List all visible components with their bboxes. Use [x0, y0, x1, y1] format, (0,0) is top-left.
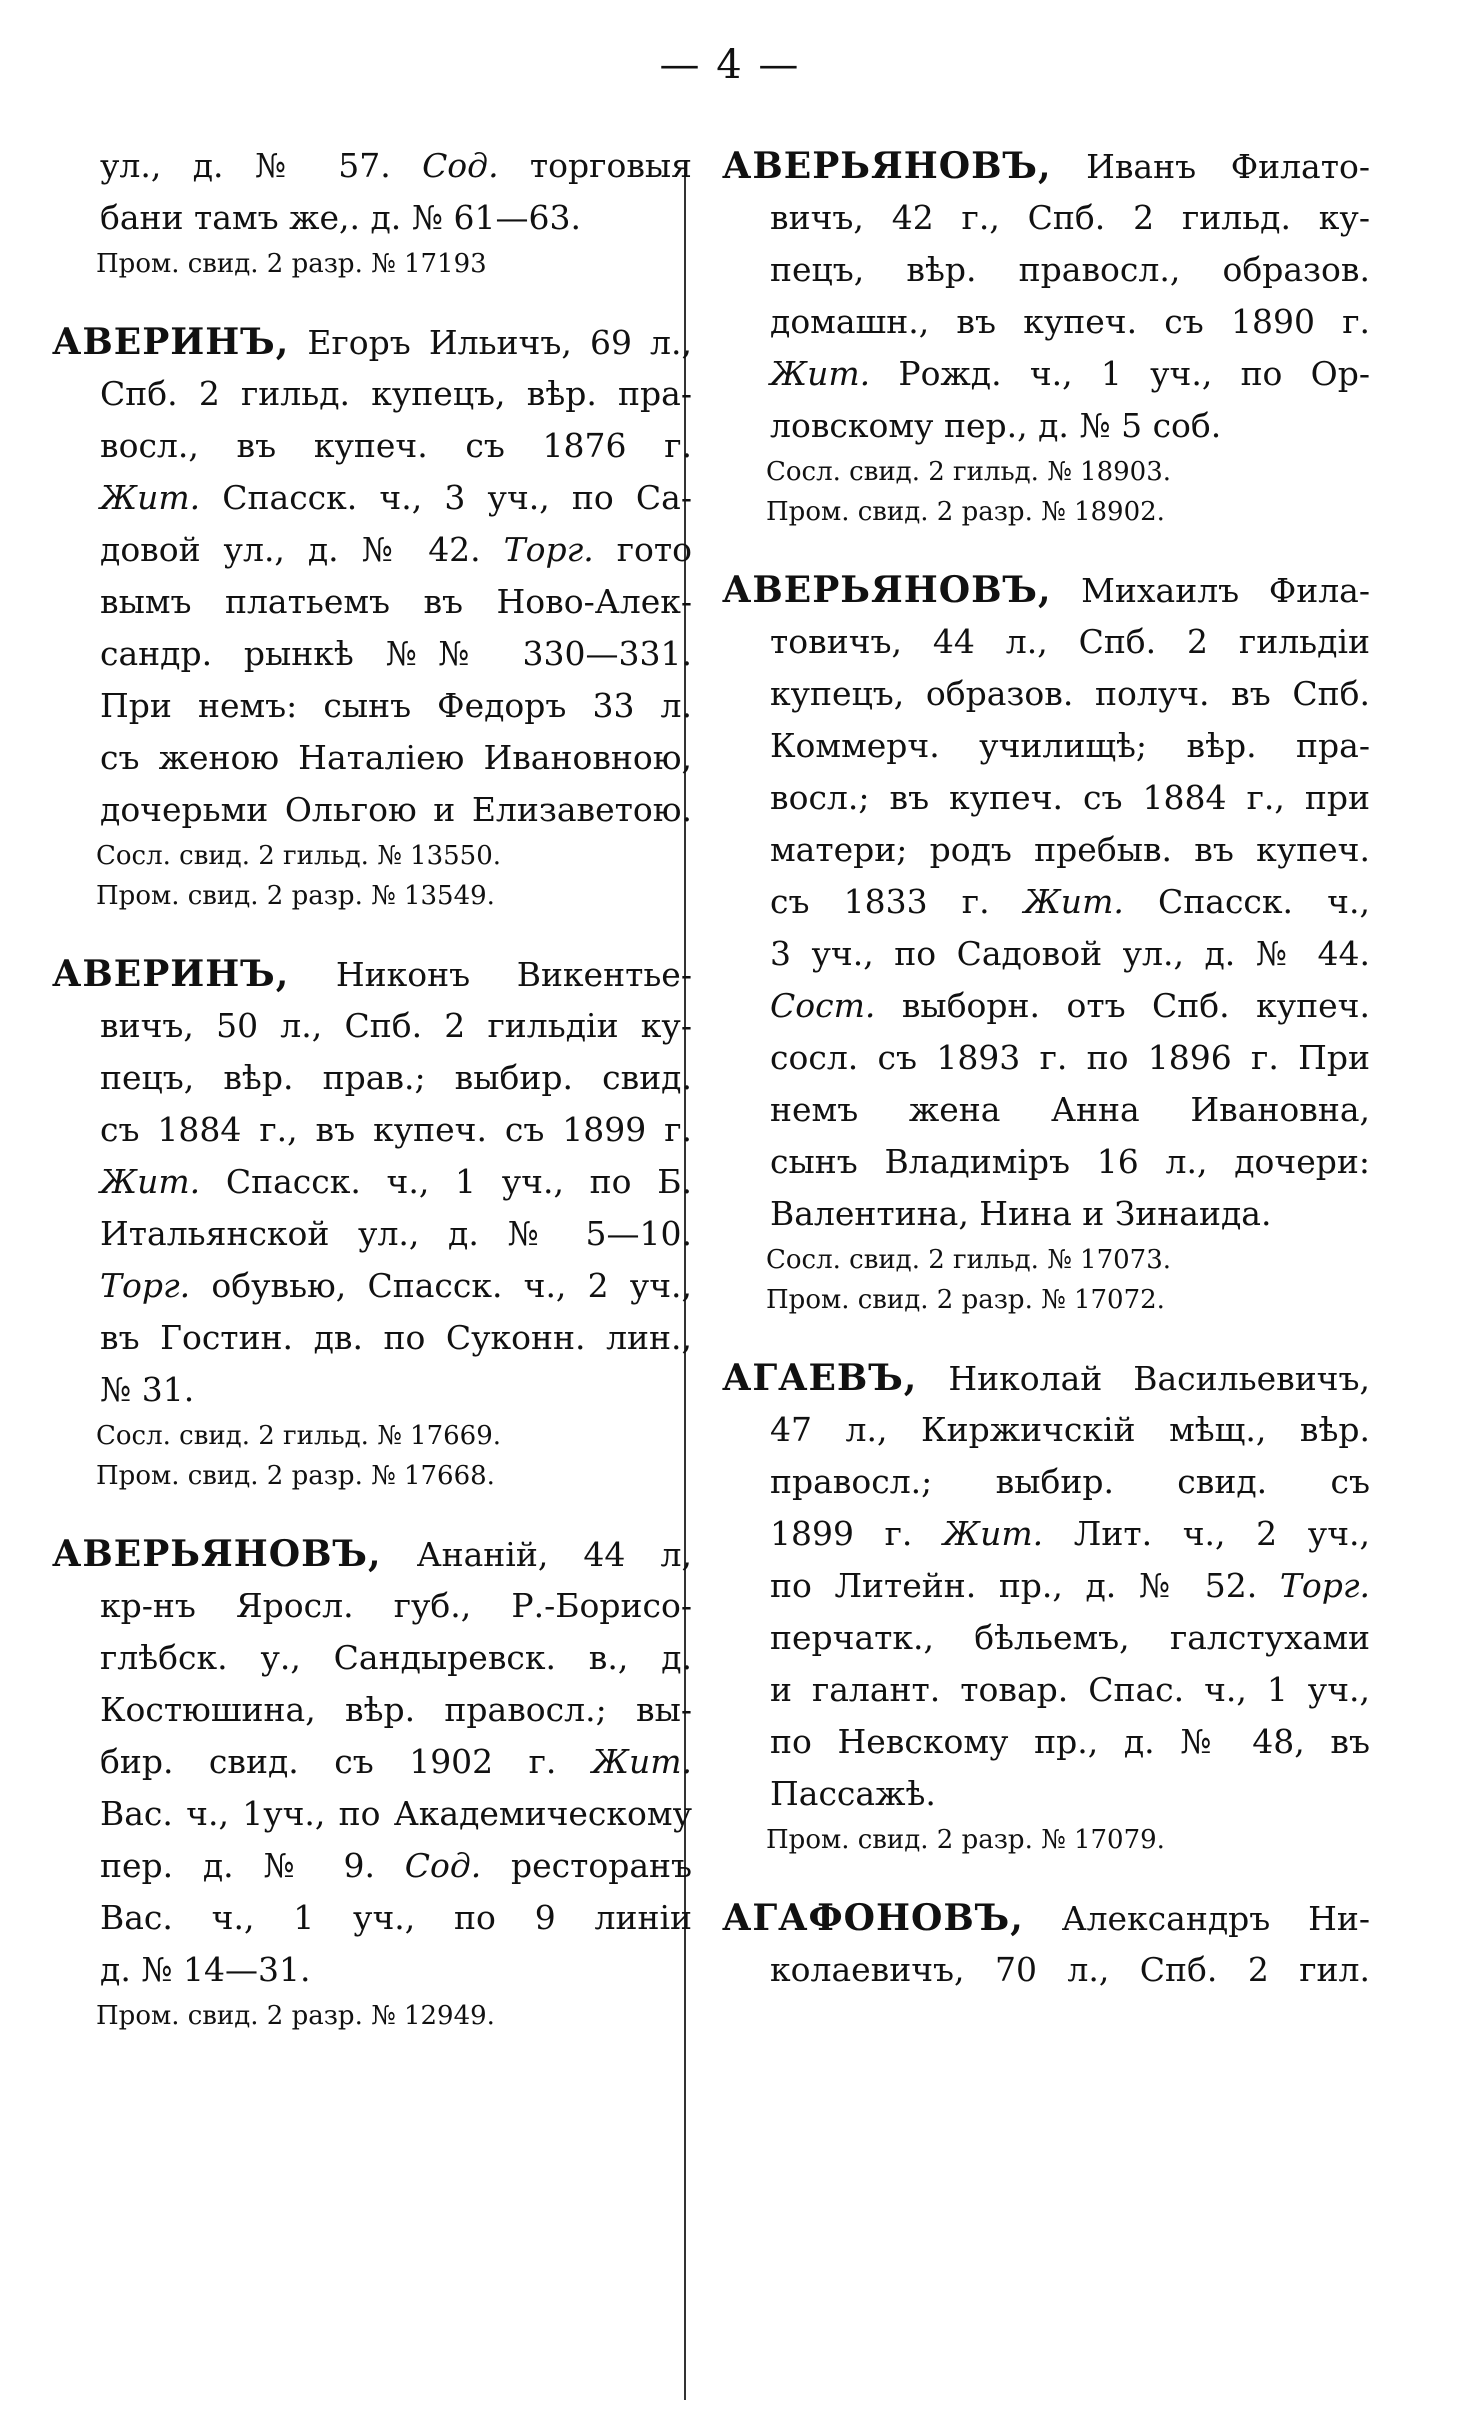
- entry-surname: АВЕРЬЯНОВЪ,: [722, 145, 1052, 187]
- entry-surname: АВЕРЬЯНОВЪ,: [722, 569, 1052, 611]
- entry-line: АВЕРЬЯНОВЪ, Иванъ Филато-: [722, 145, 1370, 187]
- entry-line: перчатк., бѣльемъ, галстухами: [770, 1618, 1370, 1657]
- entry-line: ул., д. № 57. Сод. торговыя: [100, 146, 692, 185]
- entry-averyanov-mikhail: [722, 564, 1370, 1320]
- entry-line: Коммерч. училищѣ; вѣр. пра-: [770, 726, 1370, 765]
- entry-line: АВЕРИНЪ, Егоръ Ильичъ, 69 л.,: [52, 321, 692, 363]
- entry-line: сосл. съ 1893 г. по 1896 г. При: [770, 1038, 1370, 1077]
- certificate-line: Сосл. свид. 2 гильд. № 17073.: [766, 1245, 1172, 1275]
- entry-continuation: [52, 140, 692, 284]
- entry-line: 47 л., Киржичскій мѣщ., вѣр.: [770, 1410, 1370, 1449]
- right-column: [722, 140, 1370, 2028]
- entry-line: дочерьми Ольгою и Елизаветою.: [100, 790, 692, 829]
- entry-line: Жит. Рожд. ч., 1 уч., по Ор-: [770, 354, 1370, 393]
- certificate-line: Пром. свид. 2 разр. № 13549.: [96, 881, 495, 911]
- entry-line: При немъ: сынъ Федоръ 33 л.: [100, 686, 692, 725]
- entry-line: восл., въ купеч. съ 1876 г.: [100, 426, 692, 465]
- entry-surname: АВЕРИНЪ,: [52, 321, 290, 363]
- entry-line: Сост. выборн. отъ Спб. купеч.: [770, 986, 1370, 1025]
- entry-line: пецъ, вѣр. правосл., образов.: [770, 250, 1370, 289]
- entry-line: АГАЕВЪ, Николай Васильевичъ,: [722, 1357, 1370, 1399]
- entry-line: вичъ, 50 л., Спб. 2 гильдіи ку-: [100, 1006, 692, 1045]
- entry-line: кр-нъ Яросл. губ., Р.-Борисо-: [100, 1586, 692, 1625]
- entry-line: Торг. обувью, Спасск. ч., 2 уч.,: [100, 1266, 692, 1305]
- entry-agafonov: [722, 1892, 1370, 1996]
- entry-line: и галант. товар. Спас. ч., 1 уч.,: [770, 1670, 1370, 1709]
- entry-line: Спб. 2 гильд. купецъ, вѣр. пра-: [100, 374, 692, 413]
- certificate-line: Пром. свид. 2 разр. № 17072.: [766, 1285, 1165, 1315]
- entry-line: съ 1833 г. Жит. Спасск. ч.,: [770, 882, 1370, 921]
- entry-line: Жит. Спасск. ч., 1 уч., по Б.: [100, 1162, 692, 1201]
- certificate-line: Сосл. свид. 2 гильд. № 13550.: [96, 841, 502, 871]
- entry-line: д. № 14—31.: [100, 1950, 311, 1989]
- certificate-line: Пром. свид. 2 разр. № 18902.: [766, 497, 1165, 527]
- entry-line: Пассажѣ.: [770, 1774, 936, 1813]
- entry-averyanov-ananiy: [52, 1528, 692, 2036]
- entry-line: 3 уч., по Садовой ул., д. № 44.: [770, 934, 1370, 973]
- entry-line: восл.; въ купеч. съ 1884 г., при: [770, 778, 1370, 817]
- entry-line: № 31.: [100, 1370, 195, 1409]
- entry-line: съ 1884 г., въ купеч. съ 1899 г.: [100, 1110, 692, 1149]
- entry-line: глѣбск. у., Сандыревск. в., д.: [100, 1638, 692, 1677]
- entry-line: колаевичъ, 70 л., Спб. 2 гил.: [770, 1950, 1370, 1989]
- entry-line: АВЕРЬЯНОВЪ, Ананій, 44 л,: [52, 1533, 692, 1575]
- entry-averin-nikon: [52, 948, 692, 1496]
- entry-line: АВЕРИНЪ, Никонъ Викентье-: [52, 953, 692, 995]
- entry-surname: АВЕРЬЯНОВЪ,: [52, 1533, 382, 1575]
- entry-line: вичъ, 42 г., Спб. 2 гильд. ку-: [770, 198, 1370, 237]
- entry-surname: АВЕРИНЪ,: [52, 953, 290, 995]
- certificate-line: Сосл. свид. 2 гильд. № 17669.: [96, 1421, 502, 1451]
- entry-averin-egor: [52, 316, 692, 916]
- entry-line: АВЕРЬЯНОВЪ, Михаилъ Фила-: [722, 569, 1370, 611]
- entry-line: ловскому пер., д. № 5 соб.: [770, 406, 1222, 445]
- entry-line: Вас. ч., 1уч., по Академическому: [100, 1794, 692, 1833]
- certificate-line: Пром. свид. 2 разр. № 17193: [96, 249, 487, 279]
- certificate-line: Сосл. свид. 2 гильд. № 18903.: [766, 457, 1172, 487]
- certificate-line: Пром. свид. 2 разр. № 17079.: [766, 1825, 1165, 1855]
- entry-line: бани тамъ же,. д. № 61—63.: [100, 198, 581, 237]
- entry-line: товичъ, 44 л., Спб. 2 гильдіи: [770, 622, 1370, 661]
- left-column: [52, 140, 692, 2068]
- entry-surname: АГАФОНОВЪ,: [722, 1897, 1024, 1939]
- entry-line: по Литейн. пр., д. № 52. Торг.: [770, 1566, 1370, 1605]
- entry-line: съ женою Наталіею Ивановною,: [100, 738, 692, 777]
- entry-line: немъ жена Анна Ивановна,: [770, 1090, 1370, 1129]
- entry-line: домашн., въ купеч. съ 1890 г.: [770, 302, 1370, 341]
- entry-line: пер. д. № 9. Сод. ресторанъ: [100, 1846, 692, 1885]
- entry-line: Итальянской ул., д. № 5—10.: [100, 1214, 692, 1253]
- entry-line: пецъ, вѣр. прав.; выбир. свид.: [100, 1058, 692, 1097]
- entry-line: 1899 г. Жит. Лит. ч., 2 уч.,: [770, 1514, 1370, 1553]
- entry-line: Вас. ч., 1 уч., по 9 линіи: [100, 1898, 692, 1937]
- entry-line: Жит. Спасск. ч., 3 уч., по Са-: [100, 478, 692, 517]
- certificate-line: Пром. свид. 2 разр. № 12949.: [96, 2001, 495, 2031]
- entry-line: матери; родъ пребыв. въ купеч.: [770, 830, 1370, 869]
- entry-line: Костюшина, вѣр. правосл.; вы-: [100, 1690, 692, 1729]
- entry-line: бир. свид. съ 1902 г. Жит.: [100, 1742, 692, 1781]
- entry-line: вымъ платьемъ въ Ново-Алек-: [100, 582, 692, 621]
- entry-line: Валентина, Нина и Зинаида.: [770, 1194, 1272, 1233]
- entry-line: въ Гостин. дв. по Суконн. лин.,: [100, 1318, 692, 1357]
- entry-line: довой ул., д. № 42. Торг. гото: [100, 530, 692, 569]
- entry-line: сандр. рынкѣ №№ 330—331.: [100, 634, 692, 673]
- entry-line: сынъ Владиміръ 16 л., дочери:: [770, 1142, 1370, 1181]
- entry-line: купецъ, образов. получ. въ Спб.: [770, 674, 1370, 713]
- entry-surname: АГАЕВЪ,: [722, 1357, 918, 1399]
- entry-line: АГАФОНОВЪ, Александръ Ни-: [722, 1897, 1370, 1939]
- page-number: — 4 —: [659, 42, 801, 88]
- entry-line: правосл.; выбир. свид. съ: [770, 1462, 1370, 1501]
- entry-line: по Невскому пр., д. № 48, въ: [770, 1722, 1370, 1761]
- entry-agaev: [722, 1352, 1370, 1860]
- entry-averyanov-ivan: [722, 140, 1370, 532]
- certificate-line: Пром. свид. 2 разр. № 17668.: [96, 1461, 495, 1491]
